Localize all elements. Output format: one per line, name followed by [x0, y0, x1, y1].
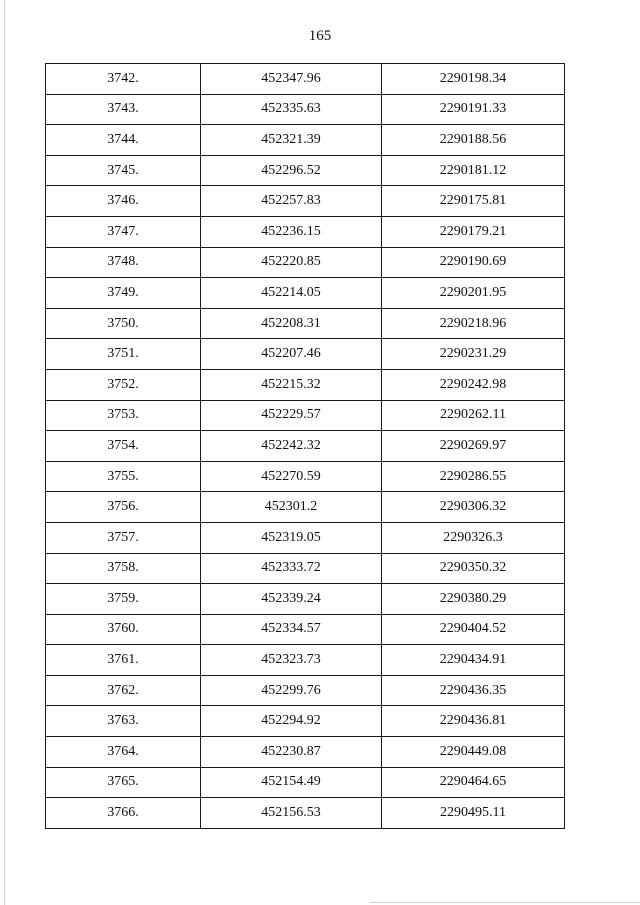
table-row [46, 94, 565, 125]
table-row [46, 584, 565, 615]
point-number-cell: 3765. [46, 767, 201, 798]
y-coordinate-cell: 2290218.96 [382, 308, 565, 339]
x-coordinate-cell: 452230.87 [201, 737, 382, 768]
y-coordinate-cell: 2290269.97 [382, 431, 565, 462]
y-coordinate-cell: 2290231.29 [382, 339, 565, 370]
y-coordinate-cell: 2290190.69 [382, 247, 565, 278]
x-coordinate-cell: 452229.57 [201, 400, 382, 431]
x-coordinate-cell: 452270.59 [201, 461, 382, 492]
point-number-cell: 3749. [46, 278, 201, 309]
point-number-cell: 3761. [46, 645, 201, 676]
table-row [46, 461, 565, 492]
point-number-cell: 3760. [46, 614, 201, 645]
point-number-cell: 3742. [46, 64, 201, 95]
table-row [46, 553, 565, 584]
point-number-cell: 3746. [46, 186, 201, 217]
table-row [46, 308, 565, 339]
table-row [46, 369, 565, 400]
x-coordinate-cell: 452319.05 [201, 522, 382, 553]
x-coordinate-cell: 452347.96 [201, 64, 382, 95]
table-row [46, 737, 565, 768]
y-coordinate-cell: 2290179.21 [382, 216, 565, 247]
x-coordinate-cell: 452333.72 [201, 553, 382, 584]
y-coordinate-cell: 2290326.3 [382, 522, 565, 553]
table-row [46, 798, 565, 829]
y-coordinate-cell: 2290449.08 [382, 737, 565, 768]
coordinates-table-body [46, 64, 565, 829]
y-coordinate-cell: 2290198.34 [382, 64, 565, 95]
scan-edge-bottom [370, 902, 640, 903]
x-coordinate-cell: 452299.76 [201, 675, 382, 706]
y-coordinate-cell: 2290306.32 [382, 492, 565, 523]
table-row [46, 278, 565, 309]
y-coordinate-cell: 2290262.11 [382, 400, 565, 431]
table-row [46, 247, 565, 278]
x-coordinate-cell: 452323.73 [201, 645, 382, 676]
coordinates-table [45, 63, 565, 829]
point-number-cell: 3751. [46, 339, 201, 370]
table-row [46, 614, 565, 645]
x-coordinate-cell: 452214.05 [201, 278, 382, 309]
x-coordinate-cell: 452301.2 [201, 492, 382, 523]
scan-edge-left [4, 0, 5, 905]
table-row [46, 431, 565, 462]
table-row [46, 645, 565, 676]
y-coordinate-cell: 2290350.32 [382, 553, 565, 584]
point-number-cell: 3744. [46, 125, 201, 156]
point-number-cell: 3758. [46, 553, 201, 584]
point-number-cell: 3763. [46, 706, 201, 737]
x-coordinate-cell: 452294.92 [201, 706, 382, 737]
point-number-cell: 3759. [46, 584, 201, 615]
x-coordinate-cell: 452335.63 [201, 94, 382, 125]
x-coordinate-cell: 452321.39 [201, 125, 382, 156]
table-row [46, 186, 565, 217]
point-number-cell: 3752. [46, 369, 201, 400]
x-coordinate-cell: 452257.83 [201, 186, 382, 217]
point-number-cell: 3762. [46, 675, 201, 706]
x-coordinate-cell: 452215.32 [201, 369, 382, 400]
y-coordinate-cell: 2290188.56 [382, 125, 565, 156]
x-coordinate-cell: 452242.32 [201, 431, 382, 462]
point-number-cell: 3747. [46, 216, 201, 247]
table-row [46, 64, 565, 95]
point-number-cell: 3756. [46, 492, 201, 523]
table-row [46, 400, 565, 431]
y-coordinate-cell: 2290464.65 [382, 767, 565, 798]
x-coordinate-cell: 452154.49 [201, 767, 382, 798]
x-coordinate-cell: 452296.52 [201, 155, 382, 186]
x-coordinate-cell: 452156.53 [201, 798, 382, 829]
y-coordinate-cell: 2290201.95 [382, 278, 565, 309]
table-row [46, 675, 565, 706]
y-coordinate-cell: 2290436.81 [382, 706, 565, 737]
point-number-cell: 3755. [46, 461, 201, 492]
y-coordinate-cell: 2290380.29 [382, 584, 565, 615]
x-coordinate-cell: 452339.24 [201, 584, 382, 615]
y-coordinate-cell: 2290404.52 [382, 614, 565, 645]
page-number: 165 [308, 28, 332, 44]
table-row [46, 522, 565, 553]
point-number-cell: 3748. [46, 247, 201, 278]
table-row [46, 492, 565, 523]
table-row [46, 339, 565, 370]
y-coordinate-cell: 2290191.33 [382, 94, 565, 125]
point-number-cell: 3757. [46, 522, 201, 553]
table-row [46, 767, 565, 798]
y-coordinate-cell: 2290434.91 [382, 645, 565, 676]
point-number-cell: 3743. [46, 94, 201, 125]
x-coordinate-cell: 452236.15 [201, 216, 382, 247]
point-number-cell: 3766. [46, 798, 201, 829]
y-coordinate-cell: 2290181.12 [382, 155, 565, 186]
point-number-cell: 3753. [46, 400, 201, 431]
table-row [46, 706, 565, 737]
point-number-cell: 3754. [46, 431, 201, 462]
x-coordinate-cell: 452208.31 [201, 308, 382, 339]
x-coordinate-cell: 452207.46 [201, 339, 382, 370]
point-number-cell: 3745. [46, 155, 201, 186]
y-coordinate-cell: 2290242.98 [382, 369, 565, 400]
y-coordinate-cell: 2290495.11 [382, 798, 565, 829]
table-row [46, 216, 565, 247]
point-number-cell: 3750. [46, 308, 201, 339]
x-coordinate-cell: 452220.85 [201, 247, 382, 278]
y-coordinate-cell: 2290436.35 [382, 675, 565, 706]
y-coordinate-cell: 2290175.81 [382, 186, 565, 217]
x-coordinate-cell: 452334.57 [201, 614, 382, 645]
point-number-cell: 3764. [46, 737, 201, 768]
table-row [46, 155, 565, 186]
y-coordinate-cell: 2290286.55 [382, 461, 565, 492]
table-row [46, 125, 565, 156]
